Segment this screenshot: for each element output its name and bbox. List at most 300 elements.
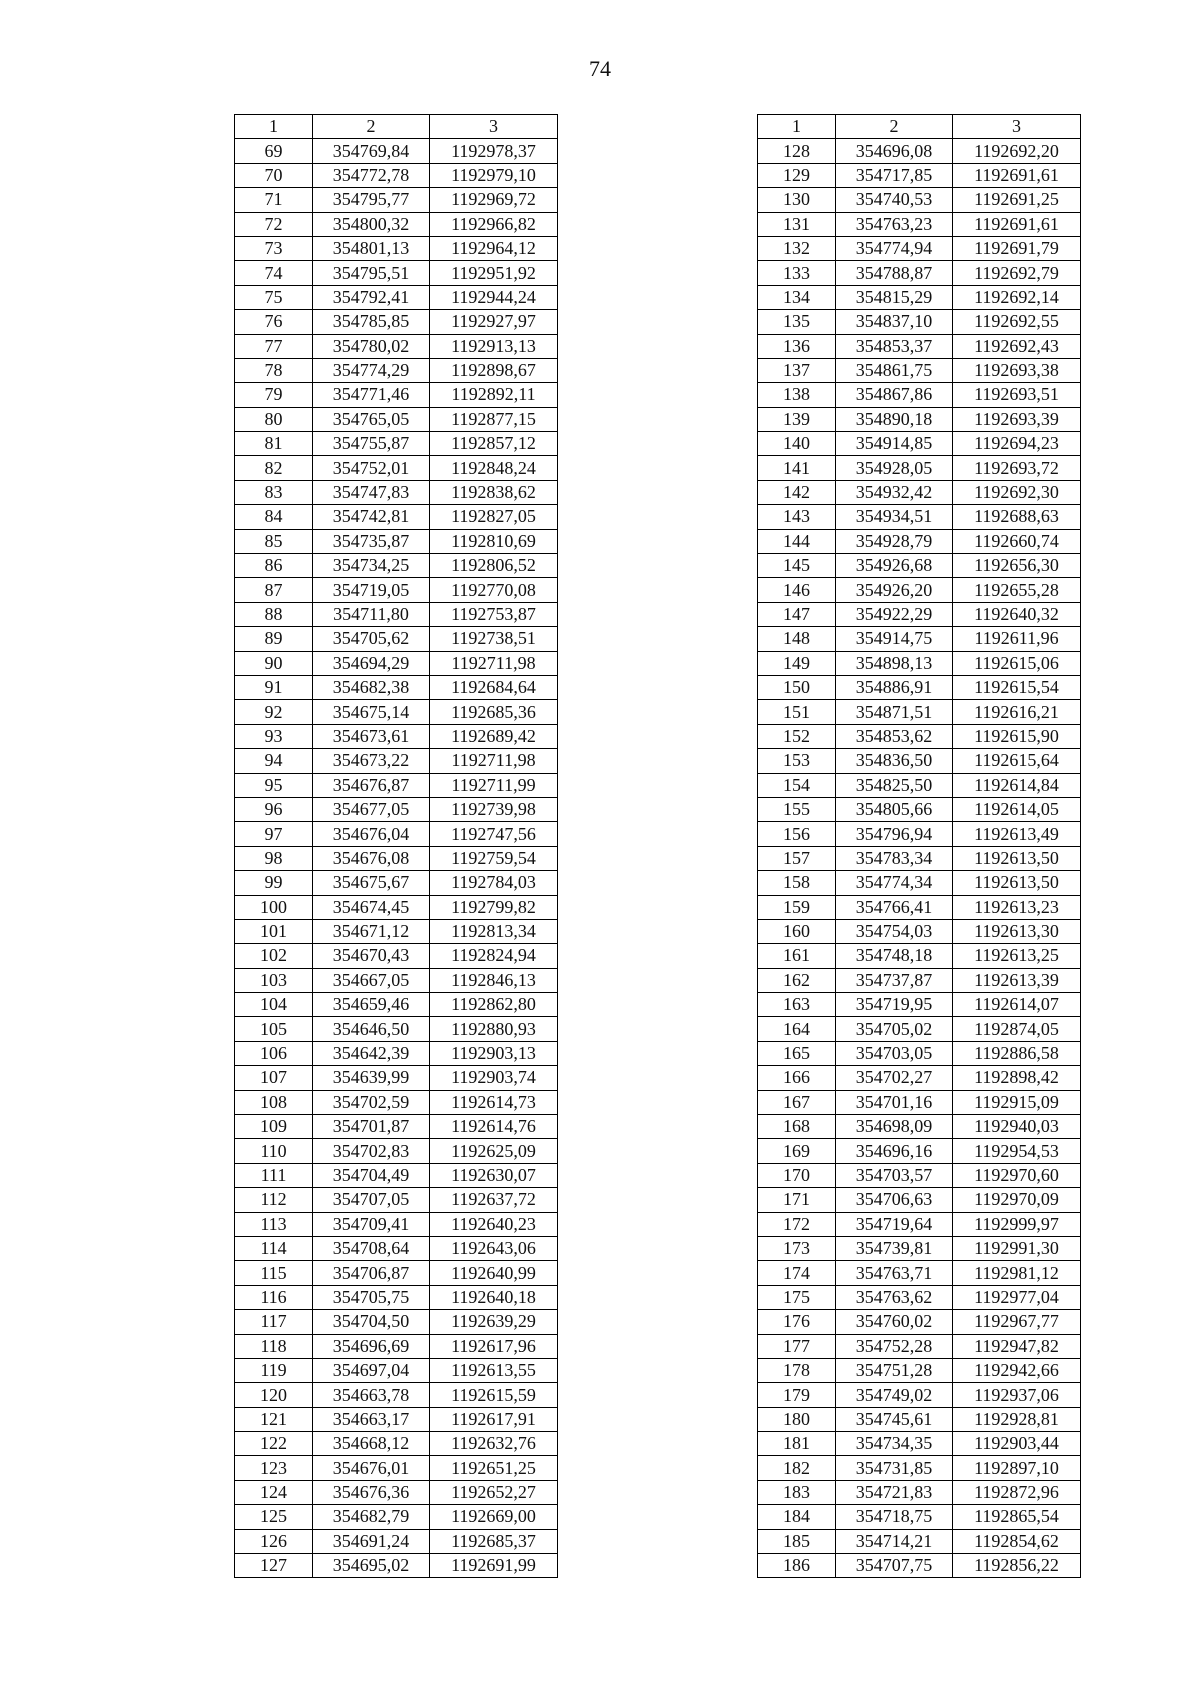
coordinate-x-cell: 354676,04 [313, 822, 430, 846]
table-row [235, 480, 558, 504]
table-row [758, 1041, 1081, 1065]
table-row [758, 1188, 1081, 1212]
point-number-cell: 101 [235, 919, 313, 943]
table-row [235, 383, 558, 407]
point-number-cell: 119 [235, 1358, 313, 1382]
coordinate-x-cell: 354853,37 [836, 334, 953, 358]
point-number-cell: 89 [235, 627, 313, 651]
coordinate-y-cell: 1192915,09 [953, 1090, 1081, 1114]
table-row [758, 919, 1081, 943]
coordinate-y-cell: 1192691,99 [430, 1554, 558, 1578]
table-row [235, 188, 558, 212]
point-number-cell: 97 [235, 822, 313, 846]
coordinate-y-cell: 1192898,67 [430, 358, 558, 382]
table-row [758, 1261, 1081, 1285]
coordinate-y-cell: 1192874,05 [953, 1017, 1081, 1041]
table-row [758, 1505, 1081, 1529]
coordinate-x-cell: 354682,79 [313, 1505, 430, 1529]
coordinate-y-cell: 1192613,25 [953, 944, 1081, 968]
coordinate-y-cell: 1192978,37 [430, 139, 558, 163]
table-row [235, 1115, 558, 1139]
table-row [235, 1212, 558, 1236]
point-number-cell: 99 [235, 871, 313, 895]
coordinate-y-cell: 1192813,34 [430, 919, 558, 943]
coordinate-y-cell: 1192640,18 [430, 1285, 558, 1309]
coordinate-y-cell: 1192759,54 [430, 846, 558, 870]
table-row [235, 1261, 558, 1285]
coordinate-y-cell: 1192615,90 [953, 724, 1081, 748]
coordinate-x-cell: 354639,99 [313, 1066, 430, 1090]
table-row [758, 1432, 1081, 1456]
coordinate-x-cell: 354914,75 [836, 627, 953, 651]
coordinate-y-cell: 1192614,73 [430, 1090, 558, 1114]
coordinate-y-cell: 1192770,08 [430, 578, 558, 602]
coordinate-x-cell: 354760,02 [836, 1310, 953, 1334]
table-row [235, 1139, 558, 1163]
table-row [235, 1236, 558, 1260]
table-row [758, 480, 1081, 504]
point-number-cell: 82 [235, 456, 313, 480]
coordinate-x-cell: 354659,46 [313, 993, 430, 1017]
point-number-cell: 166 [758, 1066, 836, 1090]
table-row [758, 1480, 1081, 1504]
coordinate-x-cell: 354676,08 [313, 846, 430, 870]
table-row [235, 1505, 558, 1529]
coordinate-y-cell: 1192693,39 [953, 407, 1081, 431]
coordinate-y-cell: 1192903,74 [430, 1066, 558, 1090]
coordinate-y-cell: 1192739,98 [430, 797, 558, 821]
coordinate-x-cell: 354800,32 [313, 212, 430, 236]
table-row [235, 285, 558, 309]
coordinate-y-cell: 1192656,30 [953, 554, 1081, 578]
table-row [235, 163, 558, 187]
coordinate-x-cell: 354709,41 [313, 1212, 430, 1236]
coordinate-x-cell: 354747,83 [313, 480, 430, 504]
coordinate-x-cell: 354696,08 [836, 139, 953, 163]
coordinate-x-cell: 354928,05 [836, 456, 953, 480]
point-number-cell: 90 [235, 651, 313, 675]
point-number-cell: 108 [235, 1090, 313, 1114]
point-number-cell: 168 [758, 1115, 836, 1139]
coordinate-x-cell: 354667,05 [313, 968, 430, 992]
table-row [758, 261, 1081, 285]
coordinate-x-cell: 354755,87 [313, 432, 430, 456]
coordinate-x-cell: 354642,39 [313, 1041, 430, 1065]
coordinate-y-cell: 1192693,72 [953, 456, 1081, 480]
coordinate-x-cell: 354674,45 [313, 895, 430, 919]
point-number-cell: 173 [758, 1236, 836, 1260]
coordinate-y-cell: 1192857,12 [430, 432, 558, 456]
coordinate-x-cell: 354731,85 [836, 1456, 953, 1480]
point-number-cell: 154 [758, 773, 836, 797]
coordinate-y-cell: 1192691,79 [953, 236, 1081, 260]
point-number-cell: 124 [235, 1480, 313, 1504]
point-number-cell: 79 [235, 383, 313, 407]
table-row [758, 1334, 1081, 1358]
coordinate-x-cell: 354751,28 [836, 1358, 953, 1382]
coordinate-x-cell: 354671,12 [313, 919, 430, 943]
point-number-cell: 182 [758, 1456, 836, 1480]
table-row [235, 212, 558, 236]
coordinate-y-cell: 1192903,13 [430, 1041, 558, 1065]
column-header-1: 1 [758, 115, 836, 139]
point-number-cell: 170 [758, 1163, 836, 1187]
table-row [758, 627, 1081, 651]
coordinate-y-cell: 1192685,36 [430, 700, 558, 724]
table-row [758, 871, 1081, 895]
coordinate-y-cell: 1192692,43 [953, 334, 1081, 358]
coordinate-x-cell: 354792,41 [313, 285, 430, 309]
table-row [235, 1480, 558, 1504]
point-number-cell: 162 [758, 968, 836, 992]
column-header-3: 3 [430, 115, 558, 139]
table-row [758, 1017, 1081, 1041]
coordinate-x-cell: 354886,91 [836, 675, 953, 699]
point-number-cell: 135 [758, 310, 836, 334]
table-row [758, 578, 1081, 602]
point-number-cell: 160 [758, 919, 836, 943]
table-row [758, 749, 1081, 773]
point-number-cell: 181 [758, 1432, 836, 1456]
coordinate-x-cell: 354774,94 [836, 236, 953, 260]
point-number-cell: 110 [235, 1139, 313, 1163]
point-number-cell: 76 [235, 310, 313, 334]
coordinate-y-cell: 1192903,44 [953, 1432, 1081, 1456]
point-number-cell: 143 [758, 505, 836, 529]
coordinate-x-cell: 354706,63 [836, 1188, 953, 1212]
coordinate-y-cell: 1192738,51 [430, 627, 558, 651]
coordinate-y-cell: 1192711,98 [430, 651, 558, 675]
table-row [758, 1554, 1081, 1578]
point-number-cell: 118 [235, 1334, 313, 1358]
coordinate-x-cell: 354771,46 [313, 383, 430, 407]
point-number-cell: 86 [235, 554, 313, 578]
table-row [235, 602, 558, 626]
coordinate-y-cell: 1192799,82 [430, 895, 558, 919]
coordinate-x-cell: 354836,50 [836, 749, 953, 773]
coordinate-y-cell: 1192944,24 [430, 285, 558, 309]
point-number-cell: 72 [235, 212, 313, 236]
table-row [235, 578, 558, 602]
point-number-cell: 159 [758, 895, 836, 919]
coordinate-y-cell: 1192856,22 [953, 1554, 1081, 1578]
coordinate-y-cell: 1192694,23 [953, 432, 1081, 456]
table-row [235, 993, 558, 1017]
table-row [235, 1310, 558, 1334]
table-row [235, 675, 558, 699]
table-row [758, 1236, 1081, 1260]
table-row [235, 236, 558, 260]
coordinate-x-cell: 354752,01 [313, 456, 430, 480]
coordinate-y-cell: 1192928,81 [953, 1407, 1081, 1431]
point-number-cell: 107 [235, 1066, 313, 1090]
coordinate-x-cell: 354704,49 [313, 1163, 430, 1187]
table-row [758, 1139, 1081, 1163]
coordinate-x-cell: 354853,62 [836, 724, 953, 748]
coordinate-y-cell: 1192692,55 [953, 310, 1081, 334]
coordinate-y-cell: 1192617,91 [430, 1407, 558, 1431]
coordinate-x-cell: 354765,05 [313, 407, 430, 431]
coordinate-x-cell: 354676,36 [313, 1480, 430, 1504]
coordinate-y-cell: 1192643,06 [430, 1236, 558, 1260]
point-number-cell: 149 [758, 651, 836, 675]
coordinate-y-cell: 1192711,98 [430, 749, 558, 773]
point-number-cell: 128 [758, 139, 836, 163]
coordinate-x-cell: 354805,66 [836, 797, 953, 821]
coordinate-x-cell: 354740,53 [836, 188, 953, 212]
point-number-cell: 123 [235, 1456, 313, 1480]
coordinate-y-cell: 1192942,66 [953, 1358, 1081, 1382]
table-row [235, 505, 558, 529]
coordinate-x-cell: 354705,62 [313, 627, 430, 651]
coordinate-y-cell: 1192613,49 [953, 822, 1081, 846]
table-row [235, 1407, 558, 1431]
coordinate-y-cell: 1192970,60 [953, 1163, 1081, 1187]
coordinates-table-left [234, 114, 558, 1578]
coordinate-x-cell: 354705,75 [313, 1285, 430, 1309]
coordinate-x-cell: 354705,02 [836, 1017, 953, 1041]
coordinate-y-cell: 1192970,09 [953, 1188, 1081, 1212]
coordinate-x-cell: 354739,81 [836, 1236, 953, 1260]
point-number-cell: 75 [235, 285, 313, 309]
coordinate-x-cell: 354719,64 [836, 1212, 953, 1236]
point-number-cell: 96 [235, 797, 313, 821]
coordinate-x-cell: 354914,85 [836, 432, 953, 456]
coordinate-y-cell: 1192614,05 [953, 797, 1081, 821]
table-row [235, 822, 558, 846]
point-number-cell: 109 [235, 1115, 313, 1139]
coordinate-y-cell: 1192640,99 [430, 1261, 558, 1285]
point-number-cell: 158 [758, 871, 836, 895]
point-number-cell: 183 [758, 1480, 836, 1504]
coordinate-y-cell: 1192977,04 [953, 1285, 1081, 1309]
point-number-cell: 148 [758, 627, 836, 651]
point-number-cell: 73 [235, 236, 313, 260]
coordinate-x-cell: 354663,17 [313, 1407, 430, 1431]
point-number-cell: 105 [235, 1017, 313, 1041]
point-number-cell: 88 [235, 602, 313, 626]
coordinate-x-cell: 354735,87 [313, 529, 430, 553]
coordinate-y-cell: 1192892,11 [430, 383, 558, 407]
table-row [235, 1188, 558, 1212]
coordinate-y-cell: 1192640,23 [430, 1212, 558, 1236]
table-row [758, 700, 1081, 724]
table-row [758, 1090, 1081, 1114]
coordinate-x-cell: 354766,41 [836, 895, 953, 919]
table-row [235, 261, 558, 285]
coordinate-x-cell: 354663,78 [313, 1383, 430, 1407]
table-row [758, 1066, 1081, 1090]
coordinate-y-cell: 1192854,62 [953, 1529, 1081, 1553]
coordinate-y-cell: 1192613,50 [953, 871, 1081, 895]
point-number-cell: 179 [758, 1383, 836, 1407]
table-row [235, 334, 558, 358]
coordinate-y-cell: 1192616,21 [953, 700, 1081, 724]
coordinate-y-cell: 1192979,10 [430, 163, 558, 187]
coordinate-y-cell: 1192651,25 [430, 1456, 558, 1480]
point-number-cell: 104 [235, 993, 313, 1017]
point-number-cell: 161 [758, 944, 836, 968]
coordinate-x-cell: 354795,77 [313, 188, 430, 212]
table-row [235, 968, 558, 992]
table-row [758, 602, 1081, 626]
coordinate-y-cell: 1192685,37 [430, 1529, 558, 1553]
coordinate-y-cell: 1192693,51 [953, 383, 1081, 407]
coordinate-y-cell: 1192615,54 [953, 675, 1081, 699]
column-header-2: 2 [836, 115, 953, 139]
table-row [235, 1529, 558, 1553]
coordinate-x-cell: 354707,05 [313, 1188, 430, 1212]
coordinate-y-cell: 1192692,14 [953, 285, 1081, 309]
coordinate-y-cell: 1192711,99 [430, 773, 558, 797]
table-row [235, 1090, 558, 1114]
point-number-cell: 163 [758, 993, 836, 1017]
point-number-cell: 174 [758, 1261, 836, 1285]
coordinate-y-cell: 1192898,42 [953, 1066, 1081, 1090]
table-row [758, 1358, 1081, 1382]
coordinate-x-cell: 354774,29 [313, 358, 430, 382]
table-row [235, 358, 558, 382]
point-number-cell: 111 [235, 1163, 313, 1187]
table-row [758, 236, 1081, 260]
coordinate-x-cell: 354718,75 [836, 1505, 953, 1529]
coordinate-x-cell: 354721,83 [836, 1480, 953, 1504]
coordinate-y-cell: 1192937,06 [953, 1383, 1081, 1407]
point-number-cell: 165 [758, 1041, 836, 1065]
coordinate-y-cell: 1192753,87 [430, 602, 558, 626]
coordinate-y-cell: 1192693,38 [953, 358, 1081, 382]
coordinate-y-cell: 1192810,69 [430, 529, 558, 553]
point-number-cell: 74 [235, 261, 313, 285]
point-number-cell: 155 [758, 797, 836, 821]
point-number-cell: 134 [758, 285, 836, 309]
table-row [758, 554, 1081, 578]
point-number-cell: 180 [758, 1407, 836, 1431]
coordinate-x-cell: 354745,61 [836, 1407, 953, 1431]
table-row [758, 651, 1081, 675]
column-header-3: 3 [953, 115, 1081, 139]
coordinate-x-cell: 354694,29 [313, 651, 430, 675]
coordinate-x-cell: 354706,87 [313, 1261, 430, 1285]
coordinate-y-cell: 1192969,72 [430, 188, 558, 212]
coordinate-x-cell: 354825,50 [836, 773, 953, 797]
coordinate-x-cell: 354742,81 [313, 505, 430, 529]
coordinate-x-cell: 354926,68 [836, 554, 953, 578]
table-row [758, 432, 1081, 456]
column-header-1: 1 [235, 115, 313, 139]
table-row [758, 822, 1081, 846]
point-number-cell: 131 [758, 212, 836, 236]
point-number-cell: 178 [758, 1358, 836, 1382]
coordinate-x-cell: 354714,21 [836, 1529, 953, 1553]
table-row [758, 163, 1081, 187]
coordinate-y-cell: 1192639,29 [430, 1310, 558, 1334]
coordinate-y-cell: 1192877,15 [430, 407, 558, 431]
coordinate-x-cell: 354702,27 [836, 1066, 953, 1090]
table-row [758, 188, 1081, 212]
coordinates-table-right [757, 114, 1081, 1578]
point-number-cell: 70 [235, 163, 313, 187]
table-row [235, 749, 558, 773]
table-row [758, 407, 1081, 431]
coordinate-x-cell: 354772,78 [313, 163, 430, 187]
point-number-cell: 151 [758, 700, 836, 724]
point-number-cell: 176 [758, 1310, 836, 1334]
coordinate-x-cell: 354801,13 [313, 236, 430, 260]
table-row [235, 407, 558, 431]
coordinate-y-cell: 1192684,64 [430, 675, 558, 699]
table-row [235, 700, 558, 724]
table-row [235, 432, 558, 456]
table-row [235, 773, 558, 797]
coordinate-y-cell: 1192613,23 [953, 895, 1081, 919]
coordinate-y-cell: 1192692,30 [953, 480, 1081, 504]
coordinate-y-cell: 1192632,76 [430, 1432, 558, 1456]
point-number-cell: 126 [235, 1529, 313, 1553]
point-number-cell: 167 [758, 1090, 836, 1114]
point-number-cell: 141 [758, 456, 836, 480]
coordinate-x-cell: 354646,50 [313, 1017, 430, 1041]
table-row [758, 1529, 1081, 1553]
table-row [235, 1383, 558, 1407]
coordinate-x-cell: 354675,14 [313, 700, 430, 724]
point-number-cell: 91 [235, 675, 313, 699]
point-number-cell: 95 [235, 773, 313, 797]
coordinate-x-cell: 354691,24 [313, 1529, 430, 1553]
coordinate-x-cell: 354734,35 [836, 1432, 953, 1456]
coordinate-x-cell: 354815,29 [836, 285, 953, 309]
point-number-cell: 133 [758, 261, 836, 285]
point-number-cell: 115 [235, 1261, 313, 1285]
point-number-cell: 102 [235, 944, 313, 968]
point-number-cell: 157 [758, 846, 836, 870]
coordinate-x-cell: 354898,13 [836, 651, 953, 675]
coordinate-y-cell: 1192897,10 [953, 1456, 1081, 1480]
table-row [758, 505, 1081, 529]
coordinate-y-cell: 1192652,27 [430, 1480, 558, 1504]
table-row [235, 1285, 558, 1309]
coordinate-y-cell: 1192614,76 [430, 1115, 558, 1139]
coordinate-y-cell: 1192613,50 [953, 846, 1081, 870]
point-number-cell: 92 [235, 700, 313, 724]
coordinate-y-cell: 1192615,06 [953, 651, 1081, 675]
point-number-cell: 132 [758, 236, 836, 260]
point-number-cell: 78 [235, 358, 313, 382]
coordinate-x-cell: 354932,42 [836, 480, 953, 504]
coordinate-x-cell: 354673,22 [313, 749, 430, 773]
point-number-cell: 140 [758, 432, 836, 456]
coordinate-x-cell: 354719,95 [836, 993, 953, 1017]
coordinate-x-cell: 354695,02 [313, 1554, 430, 1578]
table-row [235, 895, 558, 919]
table-row [758, 773, 1081, 797]
table-row [235, 919, 558, 943]
table-row [758, 1456, 1081, 1480]
coordinate-y-cell: 1192615,64 [953, 749, 1081, 773]
coordinate-x-cell: 354734,25 [313, 554, 430, 578]
coordinate-x-cell: 354696,69 [313, 1334, 430, 1358]
point-number-cell: 98 [235, 846, 313, 870]
point-number-cell: 153 [758, 749, 836, 773]
point-number-cell: 84 [235, 505, 313, 529]
table-row [235, 554, 558, 578]
coordinate-x-cell: 354696,16 [836, 1139, 953, 1163]
coordinate-y-cell: 1192951,92 [430, 261, 558, 285]
coordinate-y-cell: 1192640,32 [953, 602, 1081, 626]
coordinate-y-cell: 1192872,96 [953, 1480, 1081, 1504]
coordinate-x-cell: 354861,75 [836, 358, 953, 382]
coordinate-x-cell: 354774,34 [836, 871, 953, 895]
